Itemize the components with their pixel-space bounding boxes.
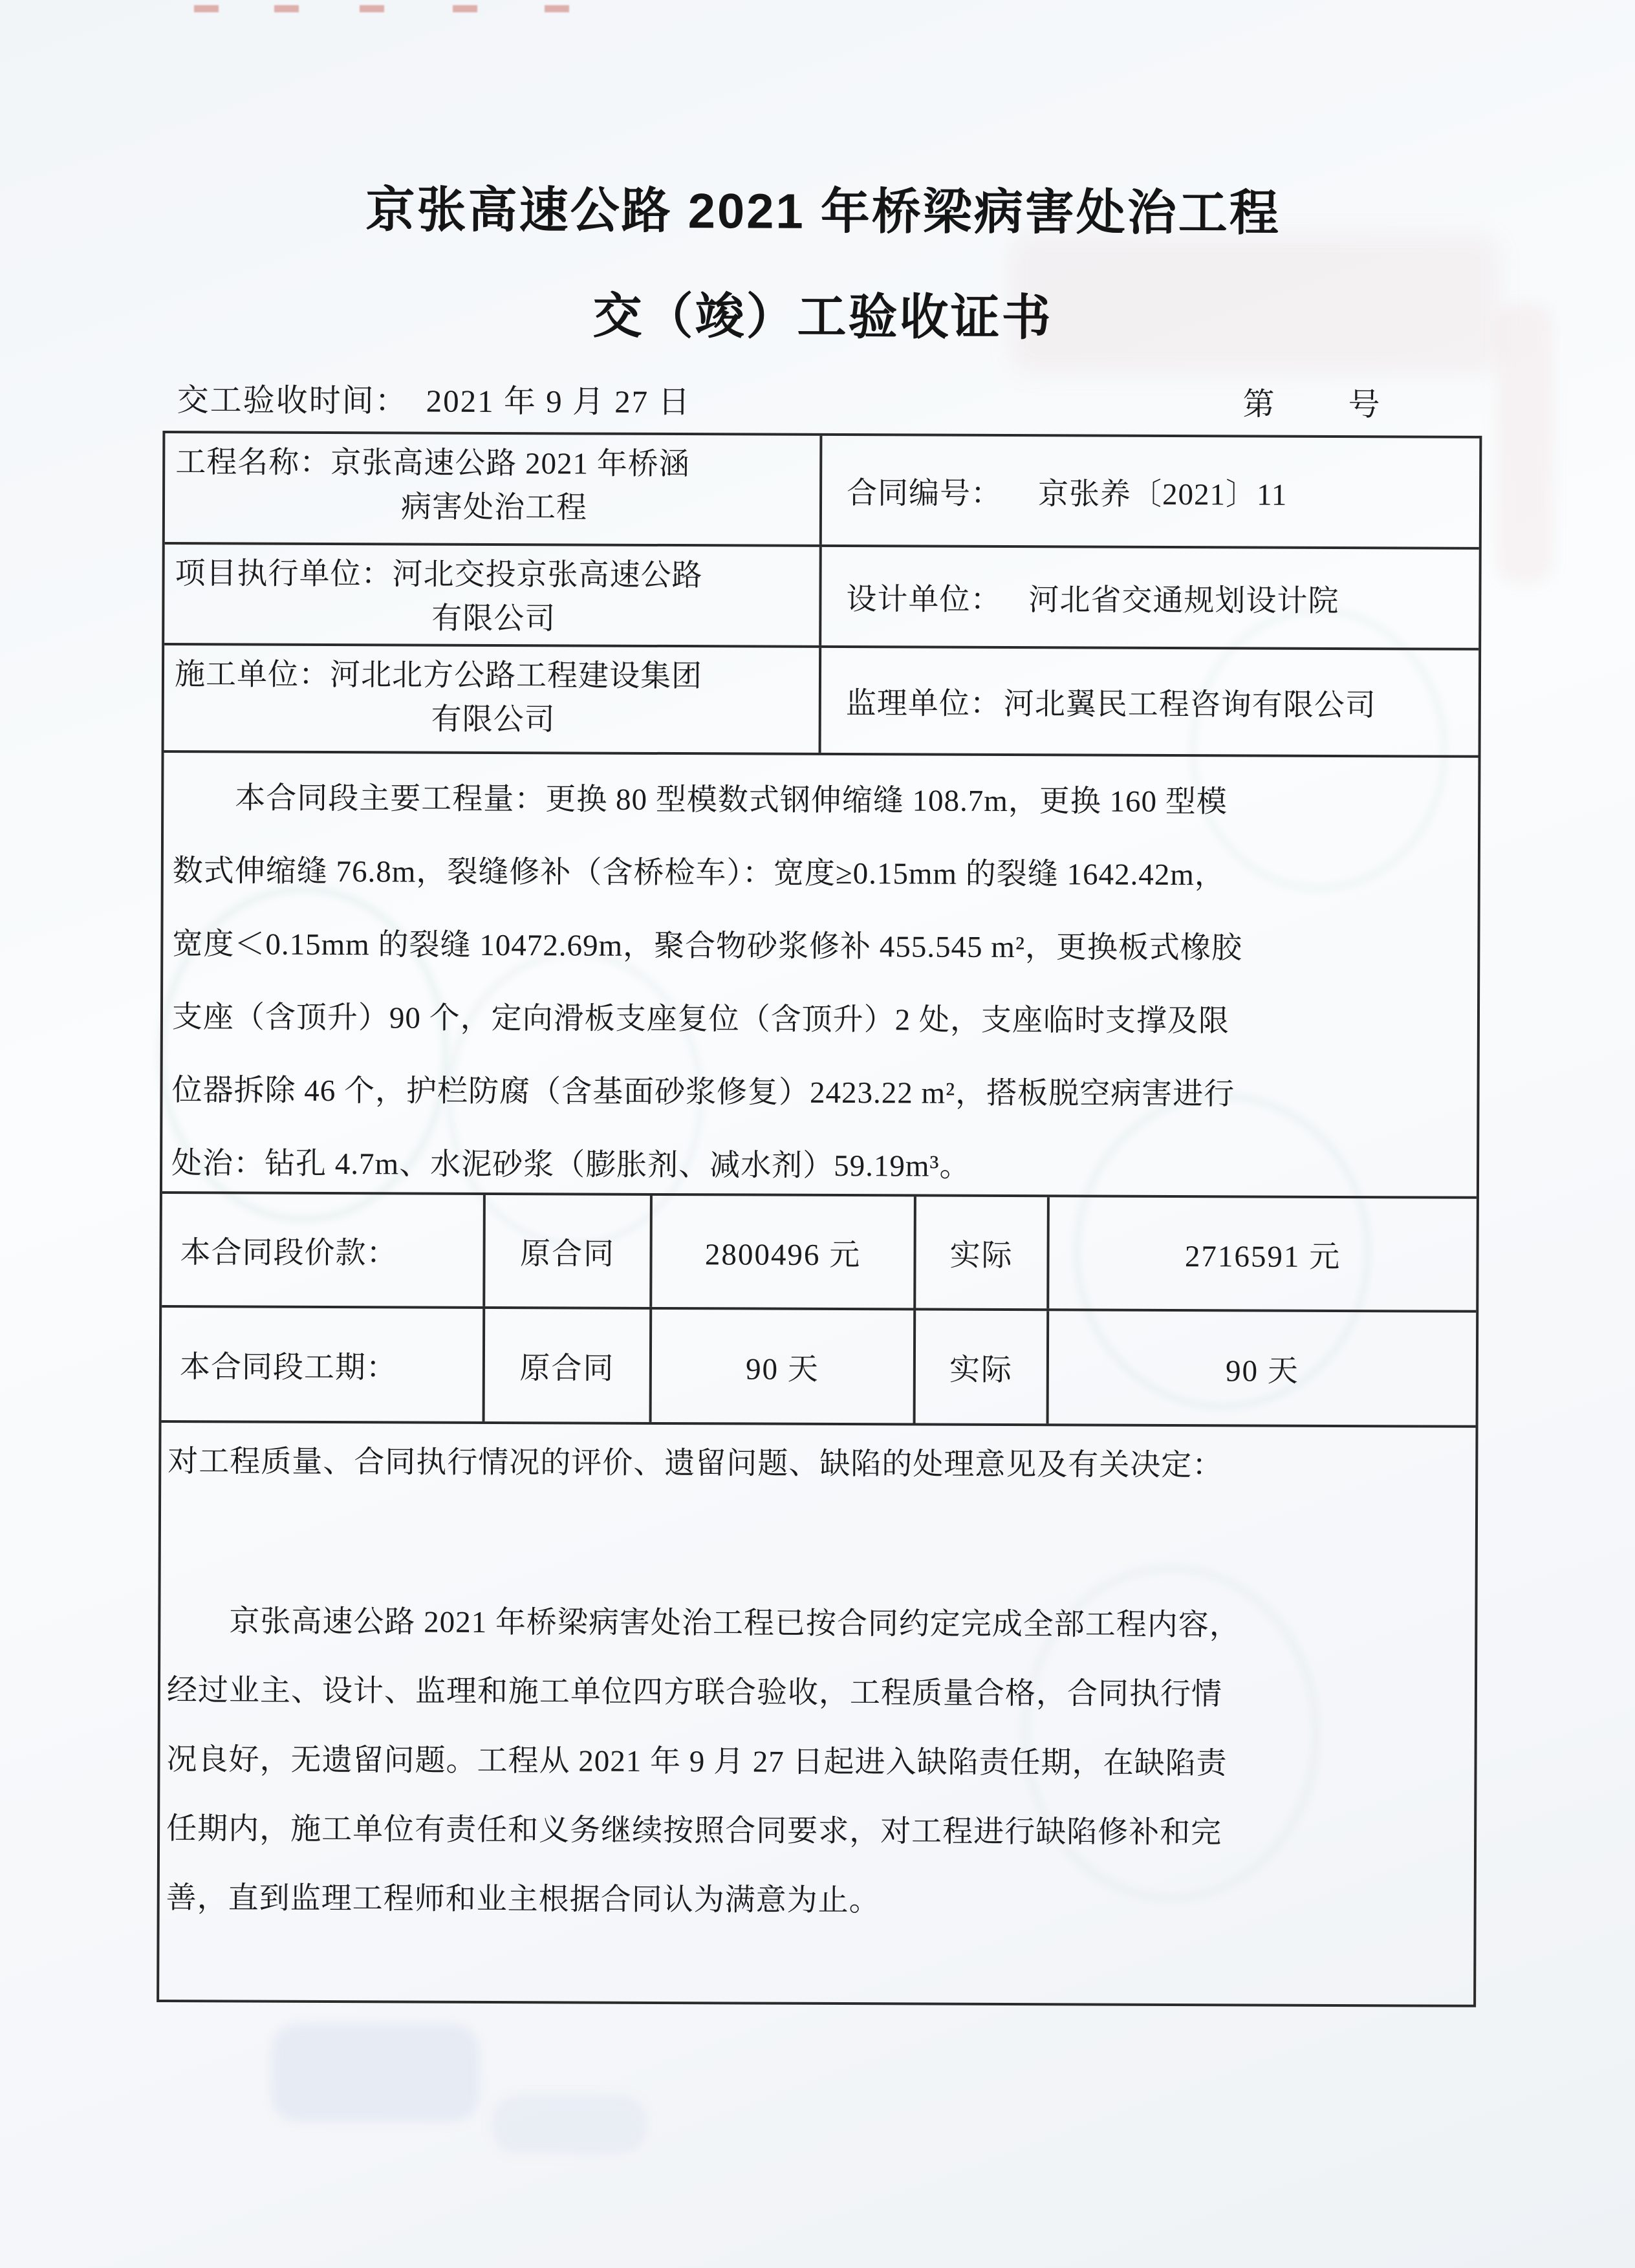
scan-mark <box>545 5 569 12</box>
supervision-unit-value: 河北翼民工程咨询有限公司 <box>1003 687 1376 722</box>
quantities-line: 宽度＜0.15mm 的裂缝 10472.69m，聚合物砂浆修补 455.545 m²，更换板式橡胶 <box>172 927 1243 966</box>
table-row-construction-unit <box>164 643 1479 755</box>
project-name-line1 <box>175 440 813 488</box>
scan-mark <box>274 5 299 12</box>
evaluation-paragraph <box>166 1587 1470 1938</box>
project-name-value2: 病害处治工程 <box>400 490 588 525</box>
supervision-unit-cell <box>819 648 1479 755</box>
contract-number-label: 合同编号： <box>846 476 1002 511</box>
bleedthrough-handwriting <box>272 2024 479 2121</box>
document-content <box>157 169 1483 2007</box>
quantities-line: 支座（含顶升）90 个，定向滑板支座复位（含顶升）2 处，支座临时支撑及限 <box>171 1000 1230 1039</box>
scan-mark <box>360 5 384 12</box>
project-name-label: 工程名称： <box>175 446 331 480</box>
contract-price-label: 本合同段价款： <box>180 1235 398 1270</box>
evaluation-line: 况良好，无遗留问题。工程从 2021 年 9 月 27 日起进入缺陷责任期，在缺陷责 <box>166 1743 1228 1781</box>
certificate-number-prefix: 第 <box>1242 386 1276 422</box>
price-original-label: 原合同 <box>482 1195 650 1307</box>
construction-unit-value1: 河北北方公路工程建设集团 <box>329 658 703 694</box>
duration-actual-label: 实际 <box>913 1310 1047 1423</box>
project-name-value1: 京张高速公路 2021 年桥涵 <box>330 446 690 482</box>
certificate-number <box>1242 379 1478 425</box>
executing-unit-value1: 河北交投京张高速公路 <box>392 557 703 593</box>
evaluation-line: 任期内，施工单位有责任和义务继续按照合同要求，对工程进行缺陷修补和完 <box>166 1812 1222 1850</box>
table-row-evaluation <box>159 1420 1475 2005</box>
bleedthrough-handwriting <box>492 2095 647 2154</box>
construction-unit-line1 <box>175 652 812 700</box>
design-unit-label: 设计单位： <box>846 582 1002 617</box>
table-row-project-name <box>165 433 1480 547</box>
executing-unit-line1 <box>175 551 812 599</box>
project-name-cell <box>165 433 820 545</box>
quantities-line: 处治：钻孔 4.7m、水泥砂浆（膨胀剂、减水剂）59.19m³。 <box>171 1147 971 1183</box>
evaluation-cell <box>159 1423 1475 2005</box>
evaluation-line: 京张高速公路 2021 年桥梁病害处治工程已按合同约定完成全部工程内容， <box>167 1604 1240 1643</box>
evaluation-line: 善，直到监理工程师和业主根据合同认为满意为止。 <box>166 1881 880 1918</box>
bleedthrough-red-strip <box>1498 304 1552 582</box>
supervision-unit-label: 监理单位： <box>845 686 1001 721</box>
construction-unit-value2: 有限公司 <box>431 702 556 737</box>
construction-unit-label: 施工单位： <box>174 658 330 692</box>
design-unit-cell <box>819 547 1479 648</box>
certificate-number-suffix: 号 <box>1348 387 1381 423</box>
contract-number-cell <box>819 436 1480 547</box>
acceptance-table <box>157 431 1482 2007</box>
contract-number-value: 京张养〔2021〕11 <box>1037 477 1288 512</box>
price-actual-value: 2716591 元 <box>1046 1197 1477 1310</box>
scan-mark <box>453 5 477 12</box>
acceptance-header-line <box>177 375 1478 426</box>
executing-unit-value2: 有限公司 <box>431 601 556 636</box>
document-title-line1: 京张高速公路 2021 年桥梁病害处治工程 <box>365 182 1281 241</box>
document-title-line2: 交（竣）工验收证书 <box>592 288 1053 346</box>
duration-actual-value: 90 天 <box>1046 1311 1477 1425</box>
table-row-main-quantities <box>162 750 1478 1196</box>
table-row-contract-price <box>162 1191 1477 1310</box>
evaluation-line: 经过业主、设计、监理和施工单位四方联合验收，工程质量合格，合同执行情 <box>166 1674 1223 1712</box>
quantities-line: 位器拆除 46 个，护栏防腐（含基面砂浆修复）2423.22 m²，搭板脱空病害进行 <box>171 1074 1235 1112</box>
construction-unit-cell <box>164 645 819 753</box>
duration-original-value: 90 天 <box>649 1310 914 1423</box>
executing-unit-cell <box>164 545 819 645</box>
executing-unit-label: 项目执行单位： <box>175 557 393 592</box>
contract-duration-label: 本合同段工期： <box>179 1350 397 1385</box>
price-actual-label: 实际 <box>913 1196 1047 1308</box>
table-row-contract-duration <box>162 1305 1477 1425</box>
quantities-line: 本合同段主要工程量：更换 80 型模数式钢伸缩缝 108.7m，更换 160 型模 <box>173 781 1228 819</box>
table-row-executing-unit <box>164 542 1479 648</box>
scan-mark <box>194 5 219 12</box>
evaluation-heading: 对工程质量、合同执行情况的评价、遗留问题、缺陷的处理意见及有关决定： <box>168 1445 1224 1483</box>
price-original-value: 2800496 元 <box>649 1196 914 1308</box>
acceptance-time-label: 交工验收时间： <box>177 382 408 419</box>
main-quantities-cell <box>162 753 1478 1196</box>
acceptance-time <box>177 375 691 422</box>
quantities-line: 数式伸缩缝 76.8m，裂缝修补（含桥检车）：宽度≥0.15mm 的裂缝 1642.42m， <box>172 854 1226 892</box>
acceptance-time-value: 2021 年 9 月 27 日 <box>426 383 691 420</box>
duration-original-label: 原合同 <box>482 1309 650 1422</box>
design-unit-value: 河北省交通规划设计院 <box>1028 583 1339 618</box>
